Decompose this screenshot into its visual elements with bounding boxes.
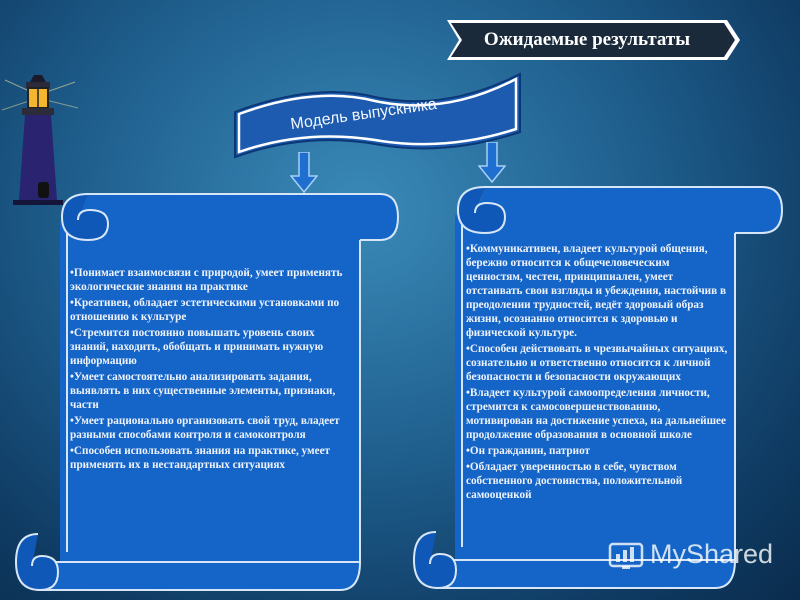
list-item: •Коммуникативен, владеет культурой общения, бережно относится к общечеловеческим ценностям, честен, принципиален, умеет отстаивать свои взгляды и убеждения, настойчив в преодолении трудностей, ведёт здоровый образ жизни, осознанно относится к здоровью и физической культуре. [466,243,727,339]
list-item: •Владеет культурой самоопределения личности, стремится к самосовершенствованию, мотивирован на достижение успеха, на дальнейшее продолжение образования в основной школе [466,387,726,441]
right-scroll-text [466,242,728,504]
watermark-text: MyShared [650,538,774,569]
list-item: •Понимает взаимосвязи с природой, умеет применять экологические знания на практике [70,267,343,293]
left-scroll-card [10,192,400,592]
right-scroll-card [410,185,785,590]
model-label: Модель выпускника [289,95,438,134]
list-item: •Обладает уверенностью в себе, чувством собственного достоинства, положительной самооценкой [466,461,683,501]
list-item: •Способен использовать знания на практике, умеет применять их в нестандартных ситуациях [70,445,331,471]
page-title: Ожидаемые результаты [483,29,691,50]
myshared-logo-icon [608,538,644,570]
list-item: •Стремится постоянно повышать уровень своих знаний, находить, обобщать и принимать нужную информацию [70,327,324,367]
list-item: •Умеет рационально организовать свой труд, владеет разными способами контроля и самоконтроля [70,415,340,441]
title-banner [447,20,740,60]
list-item: •Креативен, обладает эстетическими установками по отношению к культуре [70,297,340,323]
lighthouse-icon [0,70,80,210]
watermark [608,538,773,570]
left-scroll-text [70,266,350,474]
list-item: •Он гражданин, патриот [466,445,591,457]
down-arrow-icon [478,142,506,189]
list-item: •Умеет самостоятельно анализировать задания, выявлять в них существенные элементы, признаки, части [70,371,336,411]
list-item: •Способен действовать в чрезвычайных ситуациях, сознательно и ответственно относится к личной безопасности и безопасности окружающих [466,343,728,383]
